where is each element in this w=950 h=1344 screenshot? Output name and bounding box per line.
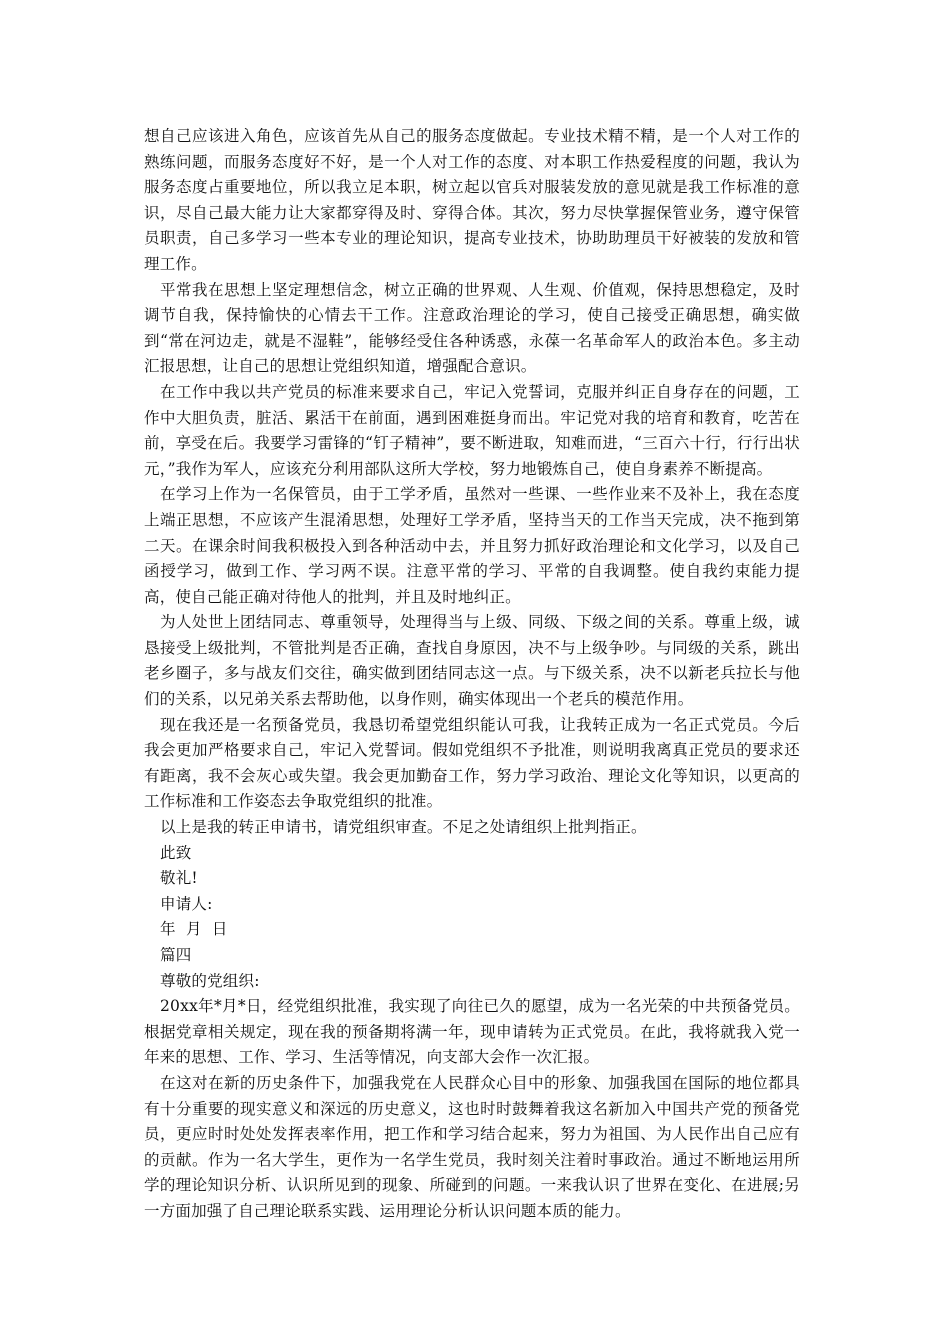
letter-greeting: 尊敬的党组织: — [160, 971, 260, 990]
paragraph-request: 现在我还是一名预备党员，我恳切希望党组织能认可我，让我转正成为一名正式党员。今后我会更加严格要求自己，牢记入党誓词。假如党组织不予批准，则说明我离真正党员的要求还有距离，我不会灰心或失望。我会更加勤奋工作，努力学习政治、理论文化等知识，以更高的工作标准和工作姿态去争取党组织的批准。 — [144, 715, 800, 811]
document-body — [144, 124, 800, 1225]
section-heading: 篇四 — [160, 946, 192, 964]
paragraph-relations: 为人处世上团结同志、尊重领导，处理得当与上级、同级、下级之间的关系。尊重上级，诚恳接受上级批判，不管批判是否正确，查找自身原因，决不与上级争吵。与同级的关系，跳出老乡圈子，多与战友们交往，确实做到团结同志这一点。与下级关系，决不以新老兵拉长与他们的关系，以兄弟关系去帮助他，以身作则，确实体现出一个老兵的模范作用。 — [144, 613, 800, 709]
paragraph-service-attitude: 想自己应该进入角色，应该首先从自己的服务态度做起。专业技术精不精，是一个人对工作的熟练问题，而服务态度好不好，是一个人对工作的态度、对本职工作热爱程度的问题，我认为服务态度占重要地位，所以我立足本职，树立起以官兵对服装发放的意见就是我工作标准的意识，尽自己最大能力让大家都穿得及时、穿得合体。其次，努力尽快掌握保管业务，遵守保管员职责，自己多学习一些本专业的理论知识，提高专业技术，协助助理员干好被装的发放和管理工作。 — [144, 127, 800, 273]
closing-date: 年 月 日 — [160, 920, 228, 939]
closing-salutation: 此致 — [160, 843, 192, 862]
paragraph-history: 在这对在新的历史条件下，加强我党在人民群众心目中的形象、加强我国在国际的地位都具有十分重要的现实意义和深远的历史意义，这也时时鼓舞着我这名新加入中国共产党的预备党员，更应时时处处发挥表率作用，把工作和学习结合起来，努力为祖国、为人民作出自己应有的贡献。作为一名大学生，更作为一名学生党员，我时刻关注着时事政治。通过不断地运用所学的理论知识分析、认识所见到的现象、所碰到的问题。一来我认识了世界在变化、在进展;另一方面加强了自己理论联系实践、运用理论分析认识问题本质的能力。 — [144, 1073, 800, 1220]
paragraph-summary: 以上是我的转正申请书，请党组织审查。不足之处请组织上批判指正。 — [160, 818, 647, 837]
paragraph-study: 在学习上作为一名保管员，由于工学矛盾，虽然对一些课、一些作业来不及补上，我在态度上端正思想，不应该产生混淆思想，处理好工学矛盾，坚持当天的工作当天完成，决不拖到第二天。在课余时间我积极投入到各种活动中去，并且努力抓好政治理论和文化学习，以及自己函授学习，做到工作、学习两不误。注意平常的学习、平常的自我调整。使自我约束能力提高，使自己能正确对待他人的批判，并且及时地纠正。 — [144, 485, 800, 606]
paragraph-work: 在工作中我以共产党员的标准来要求自己，牢记入党誓词，克服并纠正自身存在的问题，工作中大胆负责，脏活、累活干在前面，遇到困难挺身而出。牢记党对我的培育和教育，吃苦在前，享受在后。我要学习雷锋的“钉子精神”，要不断进取，知难而进，“三百六十行，行行出状元，”我作为军人，应该充分利用部队这所大学校，努力地锻炼自己，使自身素养不断提高。 — [144, 382, 800, 478]
paragraph-ideology: 平常我在思想上坚定理想信念，树立正确的世界观、人生观、价值观，保持思想稳定，及时调节自我，保持愉快的心情去干工作。注意政治理论的学习，使自己接受正确思想，确实做到“常在河边走，就是不湿鞋”，能够经受住各种诱惑，永葆一名革命军人的政治本色。多主动汇报思想，让自己的思想让党组织知道，增强配合意识。 — [144, 280, 800, 376]
closing-applicant: 申请人: — [160, 894, 213, 913]
closing-respect: 敬礼! — [160, 869, 198, 888]
paragraph-approval: 20xx年*月*日，经党组织批准，我实现了向往已久的愿望，成为一名光荣的中共预备党员。根据党章相关规定，现在我的预备期将满一年，现申请转为正式党员。在此，我将就我入党一年来的思想、工作、学习、生活等情况，向支部大会作一次汇报。 — [144, 997, 800, 1067]
